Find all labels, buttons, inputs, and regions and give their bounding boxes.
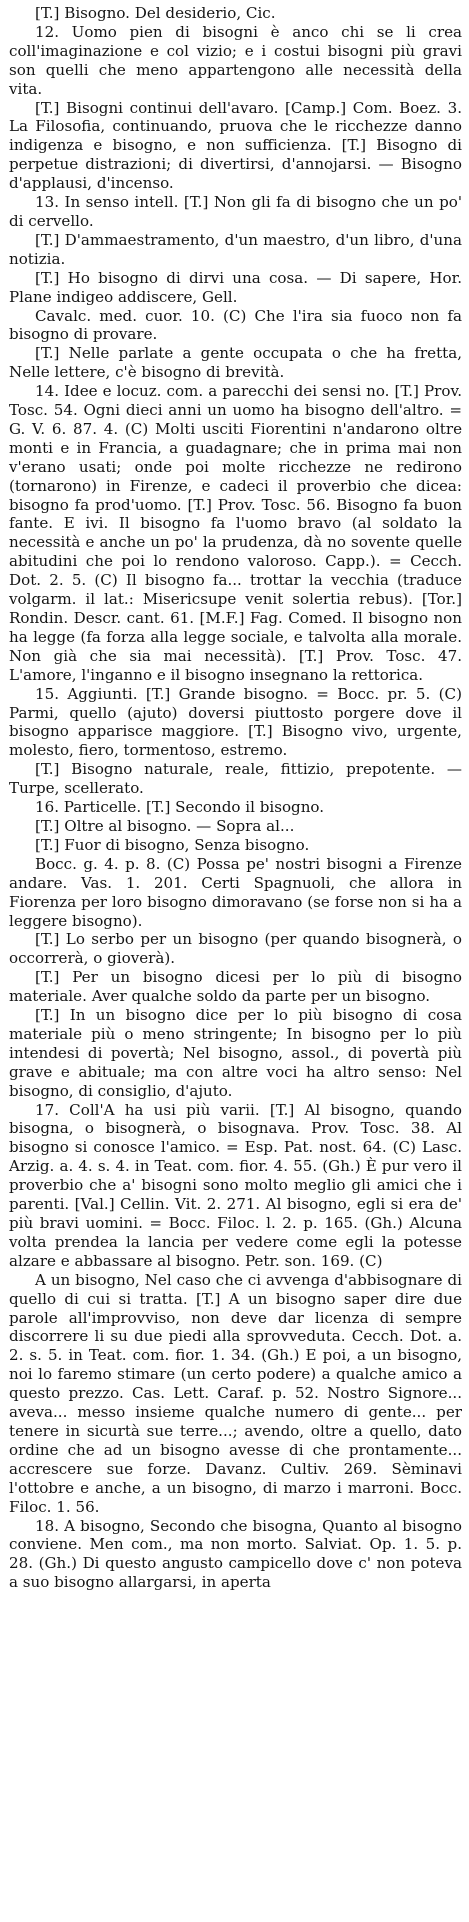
entry-paragraph: [T.] Ho bisogno di dirvi una cosa. — Di sapere, Hor. Plane indigeo addiscere, Gell. — [9, 268, 462, 306]
entry-paragraph: 18. A bisogno, Secondo che bisogna, Quanto al bisogno conviene. Men com., ma non morto. Salviat. Op. 1. 5. p. 28. (Gh.) Di questo angusto campicello dove c' non poteva a suo bisogno allargarsi, in aperta — [9, 1516, 462, 1592]
entry-paragraph: 14. Idee e locuz. com. a parecchi dei sensi no. [T.] Prov. Tosc. 54. Ogni dieci anni un uomo ha bisogno dell'altro. = G. V. 6. 87. 4. (C) Molti usciti Fiorentini n'andarono oltre monti e in Francia, a guadagnare; che in prima mai non v'erano usati; onde poi molte ricchezze ne redirono (tornarono) in Firenze, e cadeci il proverbio che dicea: bisogno fa prod'uomo. [T.] Prov. Tosc. 56. Bisogno fa buon fante. E ivi. Il bisogno fa l'uomo bravo (al soldato la necessità e anche un po' la prudenza, dà no sovente quelle abitudini che poi lo rendono valoroso. Capp.). = Cecch. Dot. 2. 5. (C) Il bisogno fa... trottar la vecchia (traduce volgarm. il lat.: Misericsupe venit solertia rebus). [Tor.] Rondin. Descr. cant. 61. [M.F.] Fag. Comed. Il bisogno non ha legge (fa forza alla legge sociale, e talvolta alla morale. Non già che sia mai necessità). [T.] Prov. Tosc. 47. L'amore, l'inganno e il bisogno insegnano la rettorica. — [9, 382, 462, 684]
entry-paragraph: [T.] Lo serbo per un bisogno (per quando bisognerà, o occorrerà, o gioverà). — [9, 930, 462, 968]
entry-paragraph: [T.] Bisogno. Del desiderio, Cic. — [35, 4, 276, 22]
entry-paragraph: [T.] Fuor di bisogno, Senza bisogno. — [35, 835, 310, 854]
entry-paragraph: [T.] Bisogno naturale, reale, fittizio, prepotente. — Turpe, scellerato. — [9, 760, 462, 798]
dictionary-entry-text — [9, 4, 462, 1592]
entry-paragraph: 16. Particelle. [T.] Secondo il bisogno. — [35, 798, 325, 817]
entry-paragraph: 15. Aggiunti. [T.] Grande bisogno. = Bocc. pr. 5. (C) Parmi, quello (ajuto) doversi piuttosto porgere dove il bisogno apparisce maggiore. [T.] Bisogno vivo, urgente, molesto, fiero, tormentoso, estremo. — [9, 684, 462, 760]
entry-paragraph: Bocc. g. 4. p. 8. (C) Possa pe' nostri bisogni a Firenze andare. Vas. 1. 201. Certi Spagnuoli, che allora in Fiorenza per loro bisogno dimoravano (se forse non si ha a leggere bisogno). — [9, 854, 462, 930]
entry-paragraph: [T.] Bisogni continui dell'avaro. [Camp.] Com. Boez. 3. La Filosofia, continuando, pruova che le ricchezze danno indigenza e bisogno, e non sufficienza. [T.] Bisogno di perpetue distrazioni; di divertirsi, d'annojarsi. — Bisogno d'applausi, d'incenso. — [9, 98, 462, 193]
entry-paragraph: [T.] In un bisogno dice per lo più bisogno di cosa materiale più o meno stringente; In bisogno per lo più intendesi di povertà; Nel bisogno, assol., di povertà più grave e abituale; ma con altre voci ha altro senso: Nel bisogno, di consiglio, d'ajuto. — [9, 1006, 462, 1100]
entry-paragraph: [T.] Per un bisogno dicesi per lo più di bisogno materiale. Aver qualche soldo da parte per un bisogno. — [9, 968, 462, 1006]
entry-paragraph: [T.] Oltre al bisogno. — Sopra al... — [35, 816, 295, 835]
entry-paragraph: 13. In senso intell. [T.] Non gli fa di bisogno che un po' di cervello. — [9, 193, 462, 230]
entry-paragraph: [T.] Nelle parlate a gente occupata o che ha fretta, Nelle lettere, c'è bisogno di brevità. — [9, 344, 462, 382]
entry-paragraph: 17. Coll'A ha usi più varii. [T.] Al bisogno, quando bisogna, o bisognerà, o bisognava. Prov. Tosc. 38. Al bisogno si conosce l'amico. = Esp. Pat. nost. 64. (C) Lasc. Arzig. a. 4. s. 4. in Teat. com. fior. 4. 55. (Gh.) È pur vero il proverbio che a' bisogni sono molto meglio gli amici che i parenti. [Val.] Cellin. Vit. 2. 271. Al bisogno, egli si era de' più bravi uomini. = Bocc. Filoc. l. 2. p. 165. (Gh.) Alcuna volta prendea la lancia per vedere come egli la potesse alzare e abbassare al bisogno. Petr. son. 169. (C) — [9, 1100, 462, 1270]
entry-paragraph: Cavalc. med. cuor. 10. (C) Che l'ira sia fuoco non fa bisogno di provare. — [9, 306, 462, 344]
entry-paragraph: [T.] D'ammaestramento, d'un maestro, d'un libro, d'una notizia. — [9, 230, 462, 268]
entry-paragraph: 12. Uomo pien di bisogni è anco chi se li crea coll'imaginazione e col vizio; e i costui bisogni più gravi son quelli che meno appartengono alle necessità della vita. — [9, 22, 462, 98]
entry-paragraph: A un bisogno, Nel caso che ci avvenga d'abbisognare di quello di cui si tratta. [T.] A un bisogno saper dire due parole all'improvviso, non deve dar licenza di sempre discorrere li su due piedi alla sprovveduta. Cecch. Dot. a. 2. s. 5. in Teat. com. fior. 1. 34. (Gh.) E poi, a un bisogno, noi lo faremo stimare (un certo podere) a qualche amico a questo prezzo. Cas. Lett. Caraf. p. 52. Nostro Signore... aveva... messo insieme qualche numero di gente... per tenere in sicurtà sue terre...; avendo, oltre a quello, dato ordine che ad un bisogno avesse di che prontamente... accrescere sue forze. Davanz. Cultiv. 269. Sèminavi l'ottobre e anche, a un bisogno, di marzo i marroni. Bocc. Filoc. 1. 56. — [9, 1270, 462, 1516]
